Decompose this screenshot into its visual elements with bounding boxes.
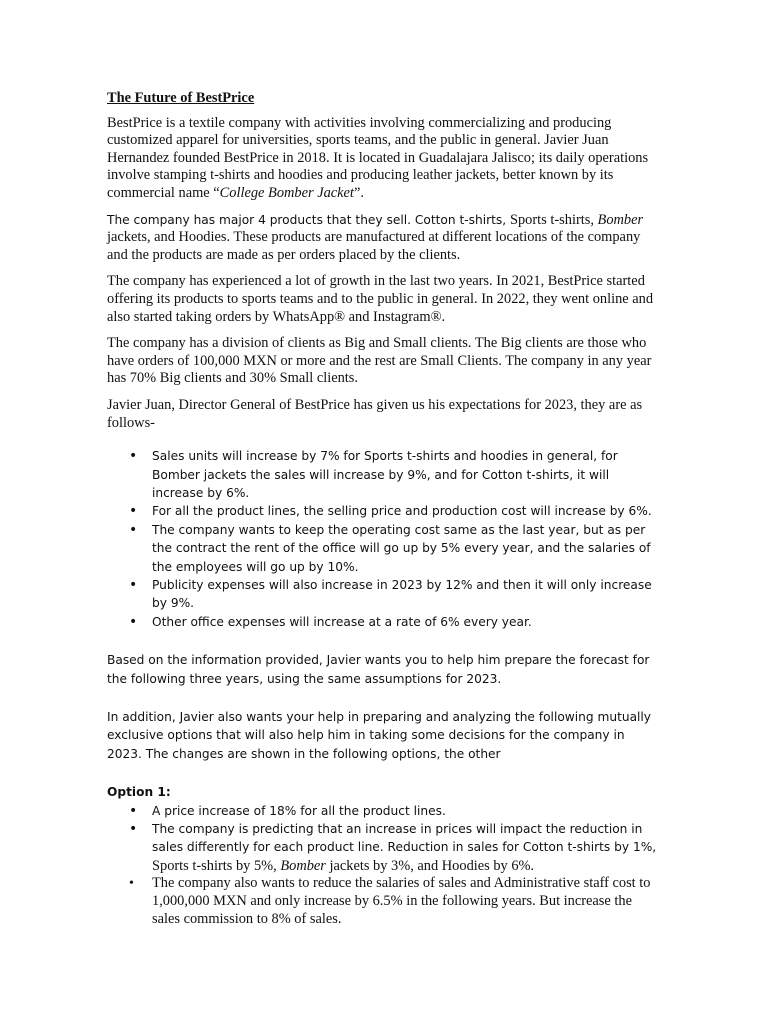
intro-paragraph-5: Javier Juan, Director General of BestPrice has given us his expectations for 2023, they are as follows-	[107, 396, 643, 431]
list-item: • A price increase of 18% for all the product lines.	[107, 802, 663, 820]
list-item: • The company wants to keep the operating cost same as the last year, but as per the contract the rent of the office will go up by 5% every year, and the salaries of the employees will go up by 10%.	[107, 521, 663, 576]
list-item: • The company also wants to reduce the salaries of sales and Administrative staff cost to 1,000,000 MXN and only increase by 6.5% in the following years. But increase the sales commission to 8% of sales.	[107, 875, 663, 928]
list-item: • For all the product lines, the selling price and production cost will increase by 6%.	[107, 502, 663, 520]
document-page	[107, 90, 663, 928]
commercial-name: College Bomber Jacket	[219, 184, 354, 201]
intro-paragraph-1: BestPrice is a textile company with activities involving commercializing and producing customized apparel for universities, sports teams, and the public in general. Javier Juan Hernandez founded BestPrice in 2018. It is located in Guadalajara Jalisco; its daily operations involve stamping t-shirts and hoodies and producing leather jackets, better known by its commercial name “College Bomber Jacket”.	[107, 114, 649, 201]
intro-paragraph-2: The company has major 4 products that they sell. Cotton t-shirts, Sports t-shirts, Bomber jackets, and Hoodies. These products are manufactured at different locations of the company and the products are made as per orders placed by the clients.	[107, 211, 644, 263]
intro-paragraph-4: The company has a division of clients as Big and Small clients. The Big clients are those who have orders of 100,000 MXN or more and the rest are Small Clients. The company in any year has 70% Big clients and 30% Small clients.	[107, 335, 652, 387]
option-1-title: Option 1:	[107, 785, 171, 800]
options-paragraph: In addition, Javier also wants your help in preparing and analyzing the following mutually exclusive options that will also help him in taking some decisions for the company in 2023. The changes are shown in the following options, the other	[107, 709, 652, 761]
list-item: • Publicity expenses will also increase in 2023 by 12% and then it will only increase by 9%.	[107, 576, 663, 613]
list-item: • The company is predicting that an increase in prices will impact the reduction in sales differently for each product line. Reduction in sales for Cotton t-shirts by 1%, Sports t-shirts by 5%, Bomber jackets by 3%, and Hoodies by 6%.	[107, 820, 663, 875]
forecast-paragraph: Based on the information provided, Javier wants you to help him prepare the forecast for the following three years, using the same assumptions for 2023.	[107, 653, 650, 686]
list-item: • Sales units will increase by 7% for Sports t-shirts and hoodies in general, for Bomber jackets the sales will increase by 9%, and for Cotton t-shirts, it will increase by 6%.	[107, 447, 663, 502]
expectations-list	[107, 447, 663, 631]
intro-paragraph-3: The company has experienced a lot of growth in the last two years. In 2021, BestPrice started offering its products to sports teams and to the public in general. In 2022, they went online and also started taking orders by WhatsApp® and Instagram®.	[107, 273, 654, 325]
list-item: • Other office expenses will increase at a rate of 6% every year.	[107, 613, 663, 631]
option-1-list	[107, 802, 663, 929]
document-title: The Future of BestPrice	[107, 90, 255, 106]
